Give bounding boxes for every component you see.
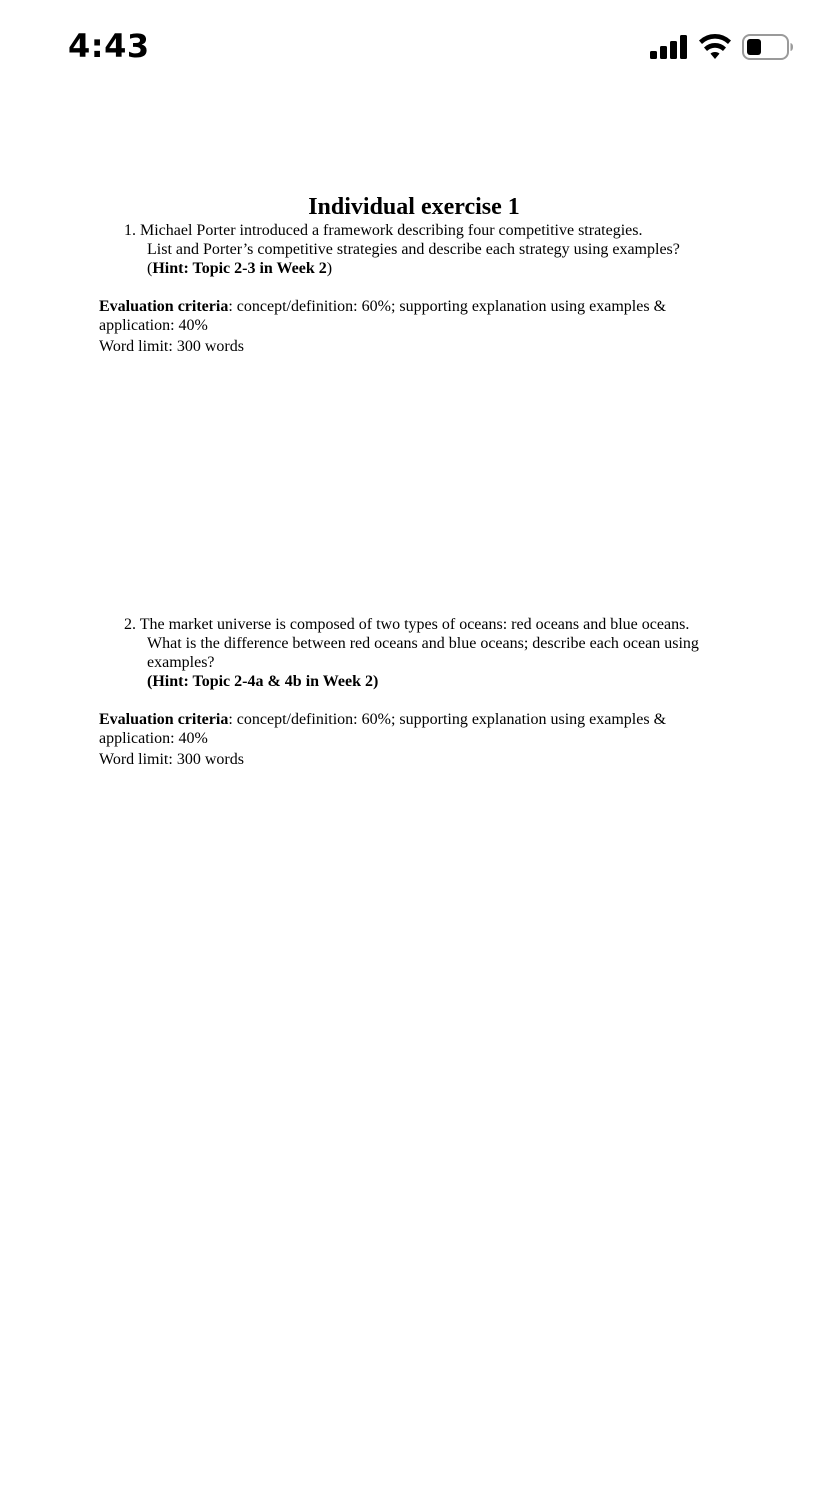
question-1-number: 1. bbox=[124, 222, 136, 239]
status-bar bbox=[0, 0, 828, 96]
question-2-criteria-label: Evaluation criteria bbox=[99, 711, 229, 728]
question-2-criteria-text: : concept/definition: 60%; supporting explanation using examples & bbox=[228, 711, 667, 728]
question-2-line-2: What is the difference between red oceans and blue oceans; describe each ocean using bbox=[147, 635, 699, 652]
question-2-line-3: examples? bbox=[147, 654, 215, 671]
question-1-word-limit: Word limit: 300 words bbox=[99, 338, 244, 355]
question-1-hint bbox=[124, 259, 724, 278]
status-time: 4:43 bbox=[68, 27, 150, 65]
status-icons bbox=[650, 33, 794, 61]
question-1-line-1 bbox=[124, 221, 724, 240]
question-1-line-2: List and Porter’s competitive strategies and describe each strategy using examples? bbox=[147, 241, 680, 258]
question-2-text: The market universe is composed of two types of oceans: red oceans and blue oceans. bbox=[139, 616, 690, 633]
question-2-line-1 bbox=[124, 615, 724, 634]
battery-icon bbox=[742, 33, 794, 61]
question-1-criteria-line-2: application: 40% bbox=[99, 317, 208, 334]
question-1-criteria bbox=[99, 297, 699, 356]
signal-icon bbox=[650, 35, 688, 59]
question-1-criteria-line-1 bbox=[99, 297, 699, 316]
question-2 bbox=[124, 615, 724, 691]
question-2-criteria-line-1 bbox=[99, 710, 699, 729]
question-1-criteria-text: : concept/definition: 60%; supporting explanation using examples & bbox=[228, 298, 667, 315]
wifi-icon bbox=[698, 34, 732, 60]
question-2-criteria-line-2: application: 40% bbox=[99, 730, 208, 747]
question-2-number: 2. bbox=[124, 616, 136, 633]
question-1-text: Michael Porter introduced a framework describing four competitive strategies. bbox=[140, 222, 643, 239]
question-1-criteria-label: Evaluation criteria bbox=[99, 298, 229, 315]
document-title: Individual exercise 1 bbox=[308, 194, 520, 220]
question-2-criteria bbox=[99, 710, 699, 769]
question-1 bbox=[124, 221, 724, 278]
question-1-hint-text: Hint: Topic 2-3 in Week 2 bbox=[152, 260, 327, 277]
question-1-hint-open: ( bbox=[147, 260, 153, 277]
question-1-hint-close: ) bbox=[326, 260, 333, 277]
question-2-hint: (Hint: Topic 2-4a & 4b in Week 2) bbox=[147, 673, 379, 690]
question-2-word-limit: Word limit: 300 words bbox=[99, 751, 244, 768]
